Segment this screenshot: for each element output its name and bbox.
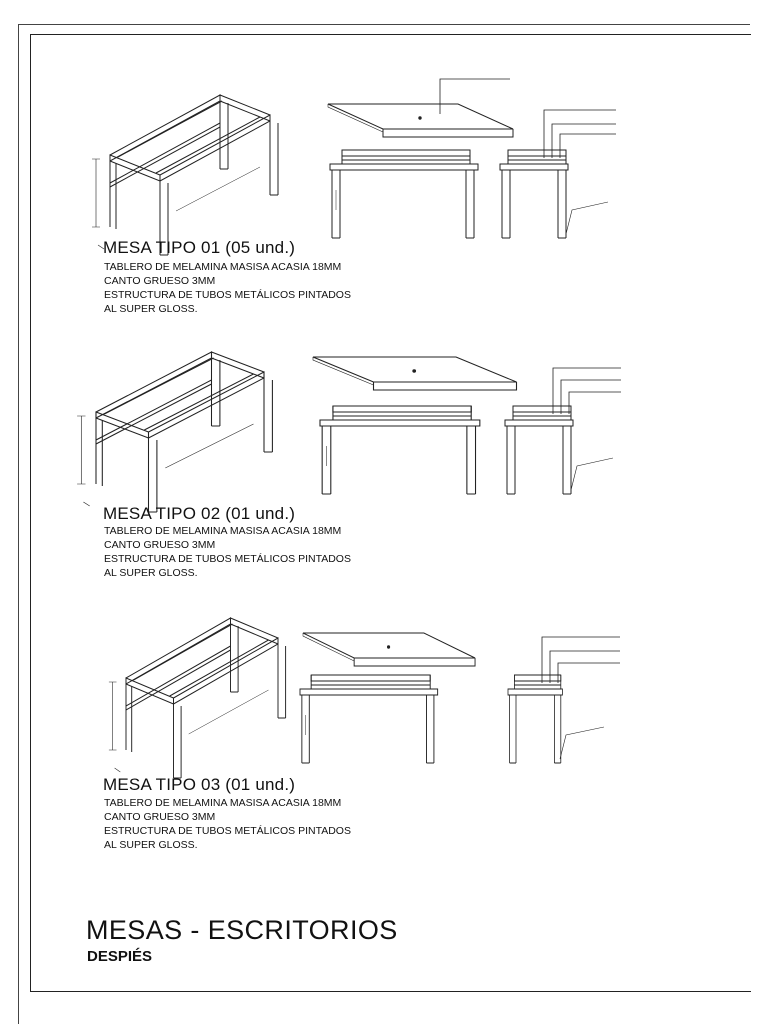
spec-line: AL SUPER GLOSS.	[104, 567, 198, 579]
table-02-side-elevation	[505, 368, 621, 494]
table-01-specs	[104, 260, 351, 316]
table-01-side-elevation	[500, 110, 616, 238]
spec-line: AL SUPER GLOSS.	[104, 839, 198, 851]
sheet-subtitle: DESPIÉS	[87, 948, 153, 965]
spec-line: TABLERO DE MELAMINA MASISA ACASIA 18MM	[104, 797, 342, 809]
spec-line: ESTRUCTURA DE TUBOS METÁLICOS PINTADOS	[104, 553, 351, 565]
sheet-title: MESAS - ESCRITORIOS	[86, 915, 398, 945]
table-01-top-slab	[328, 79, 513, 137]
table-02-front-elevation	[320, 406, 480, 494]
table-01-isometric	[92, 95, 278, 255]
spec-line: ESTRUCTURA DE TUBOS METÁLICOS PINTADOS	[104, 825, 351, 837]
table-03-front-elevation	[300, 675, 438, 763]
spec-line: ESTRUCTURA DE TUBOS METÁLICOS PINTADOS	[104, 289, 351, 301]
table-03-specs	[104, 796, 351, 852]
table-03-top-slab	[303, 633, 475, 666]
spec-line: CANTO GRUESO 3MM	[104, 275, 216, 287]
spec-line: CANTO GRUESO 3MM	[104, 811, 216, 823]
spec-line: TABLERO DE MELAMINA MASISA ACASIA 18MM	[104, 525, 342, 537]
table-03-side-elevation	[508, 637, 620, 763]
spec-line: TABLERO DE MELAMINA MASISA ACASIA 18MM	[104, 261, 342, 273]
table-02-title: MESA TIPO 02 (01 und.)	[103, 504, 296, 523]
table-03-title: MESA TIPO 03 (01 und.)	[103, 775, 296, 794]
spec-line: AL SUPER GLOSS.	[104, 303, 198, 315]
table-02-top-slab	[313, 357, 517, 390]
table-03-isometric	[109, 618, 286, 778]
table-02-specs	[104, 524, 351, 580]
table-01-front-elevation	[330, 150, 478, 238]
table-01-title: MESA TIPO 01 (05 und.)	[103, 238, 296, 257]
table-02-isometric	[77, 352, 272, 512]
spec-line: CANTO GRUESO 3MM	[104, 539, 216, 551]
